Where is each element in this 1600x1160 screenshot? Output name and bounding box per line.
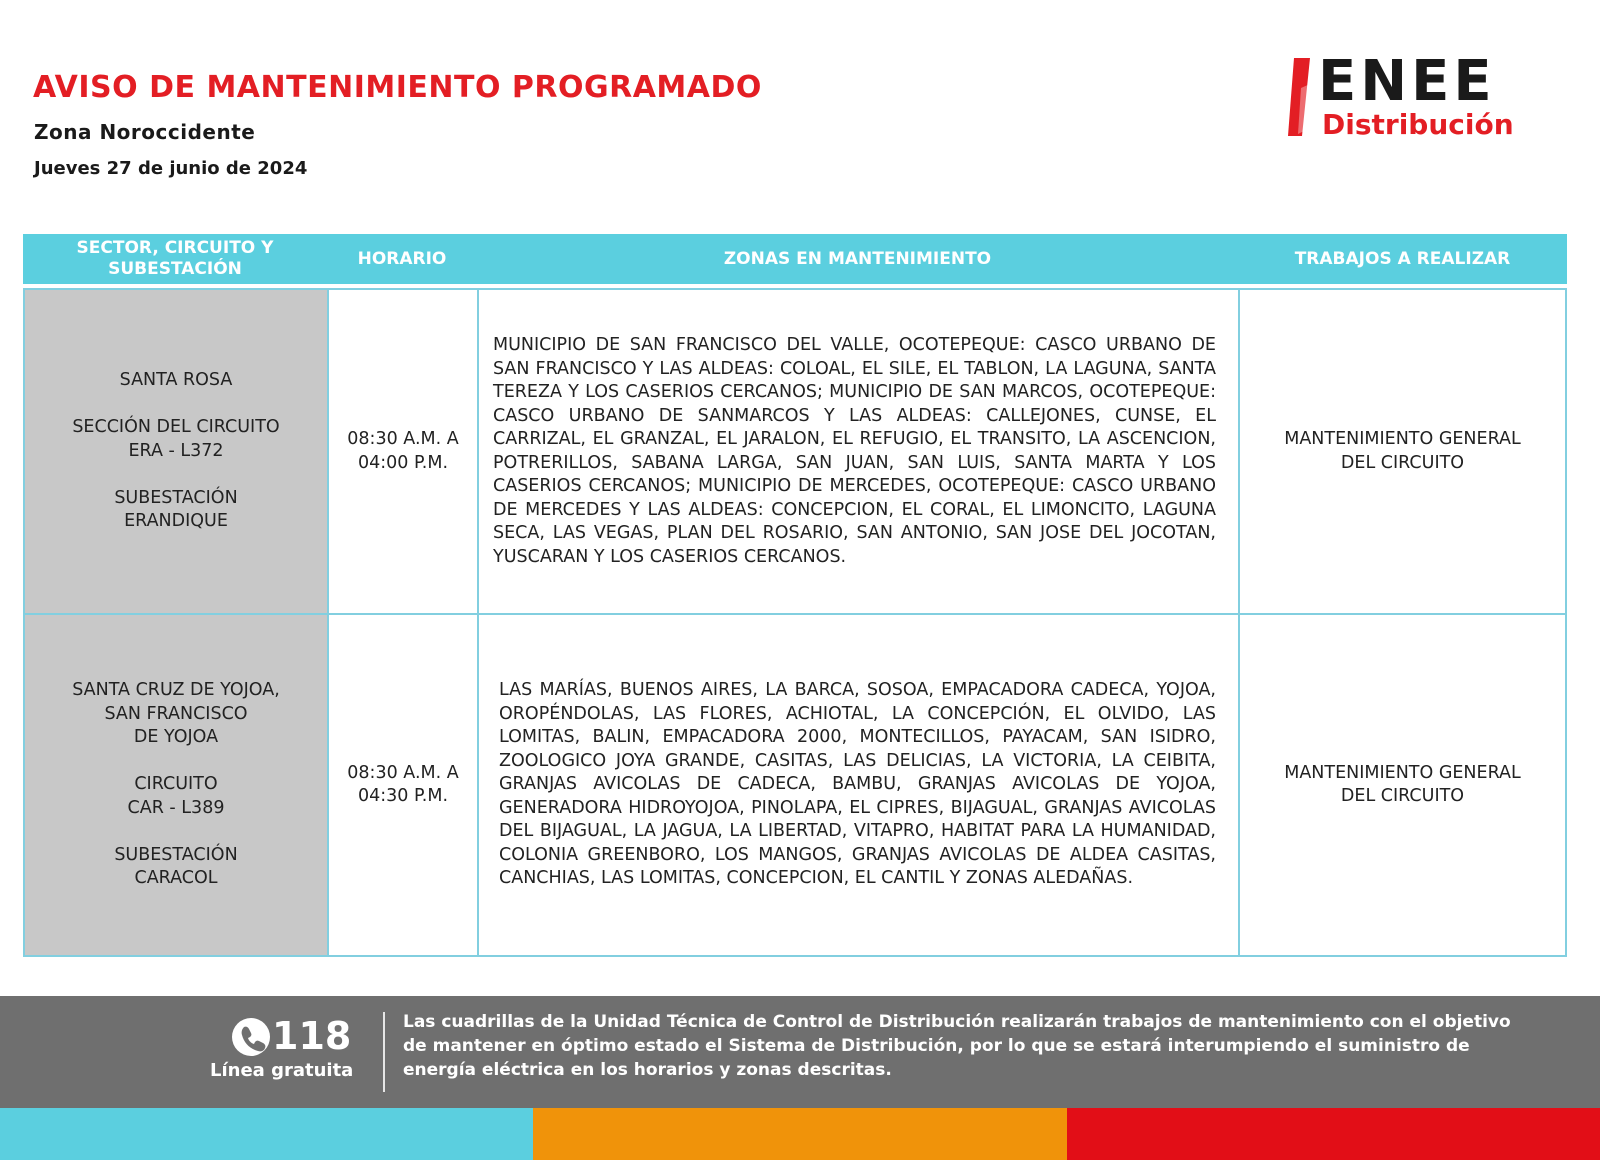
- schedule-cell: 08:30 A.M. A 04:00 P.M.: [327, 288, 479, 615]
- schedule-cell: 08:30 A.M. A 04:30 P.M.: [327, 613, 479, 957]
- page-title: AVISO DE MANTENIMIENTO PROGRAMADO: [33, 70, 762, 105]
- footer-divider: [383, 1012, 385, 1092]
- logo-wordmark: ENEE: [1318, 49, 1496, 114]
- strip-orange: [533, 1108, 1066, 1160]
- column-header-work: TRABAJOS A REALIZAR: [1294, 248, 1511, 269]
- zones-cell: [477, 613, 1240, 957]
- footer-bar: [0, 996, 1600, 1108]
- column-header-schedule: HORARIO: [357, 248, 447, 269]
- zone-label: Zona Noroccidente: [34, 120, 256, 144]
- zones-text: MUNICIPIO DE SAN FRANCISCO DEL VALLE, OCOTEPEQUE: CASCO URBANO DE SAN FRANCISCO Y LAS ALDEAS: COLOAL, EL SILE, EL TABLON, LA LAGUNA, SANTA TEREZA Y LOS CASERIOS CERCANOS; MUNICIPIO DE SAN MARCOS, OCOTEPEQUE: CASCO URBANO DE SANMARCOS Y LAS ALDEAS: CALLEJONES, CUNSE, EL CARRIZAL, EL GRANZAL, EL JARALON, EL REFUGIO, EL TRANSITO, LA ASCENCION, POTRERILLOS, SABANA LARGA, SAN JUAN, SAN LUIS, SANTA MARTA Y LOS CASERIOS CERCANOS; MUNICIPIO DE MERCEDES, OCOTEPEQUE: CASCO URBANO DE MERCEDES Y LAS ALDEAS: CONCEPCION, EL CORAL, EL LIMONCITO, LAGUNA SECA, LAS VEGAS, PLAN DEL ROSARIO, SAN ANTONIO, SAN JOSE DEL JOCOTAN, YUSCARAN Y LOS CASERIOS CERCANOS.: [493, 335, 1216, 567]
- table-header: [23, 234, 1567, 284]
- zones-text: LAS MARÍAS, BUENOS AIRES, LA BARCA, SOSOA, EMPACADORA CADECA, YOJOA, OROPÉNDOLAS, LAS FLORES, ACHIOTAL, LA CONCEPCIÓN, EL OLVIDO, LAS LOMITAS, BALIN, EMPACADORA 2000, MONTECILLOS, PAYACAM, SAN ISIDRO, ZOOLOGICO JOYA GRANDE, CASITAS, LAS DELICIAS, LA VICTORIA, LA CEIBITA, GRANJAS AVICOLAS DE CADECA, BAMBU, GRANJAS AVICOLAS DE YOJOA, GENERADORA HIDROYOJOA, PINOLAPA, EL CIPRES, BIJAGUAL, GRANJAS AVICOLAS DEL BIJAGUAL, LA JAGUA, LA LIBERTAD, VITAPRO, HABITAT PARA LA HUMANIDAD, COLONIA GREENBORO, LOS MANGOS, GRANJAS AVICOLAS DE ALDEA CASITAS, CANCHIAS, LAS LOMITAS, CONCEPCION, EL CANTIL Y ZONAS ALEDAÑAS.: [499, 680, 1216, 889]
- strip-cyan: [0, 1108, 533, 1160]
- date-label: Jueves 27 de junio de 2024: [34, 158, 308, 179]
- color-strip: [0, 1108, 1600, 1160]
- sector-cell: SANTA ROSA SECCIÓN DEL CIRCUITO ERA - L372 SUBESTACIÓN ERANDIQUE: [23, 288, 329, 615]
- column-header-zones: ZONAS EN MANTENIMIENTO: [723, 248, 992, 269]
- enee-logo-mark-icon: [1288, 58, 1312, 136]
- zones-cell: [477, 288, 1240, 615]
- phone-label: Línea gratuita: [210, 1060, 354, 1081]
- work-cell: MANTENIMIENTO GENERAL DEL CIRCUITO: [1238, 613, 1567, 957]
- enee-logo: [1288, 50, 1553, 145]
- footer-message: Las cuadrillas de la Unidad Técnica de Control de Distribución realizarán trabajos de mantenimiento con el objetivo de mantener en óptimo estado el Sistema de Distribución, por lo que se estará interumpiendo el suministro de energía eléctrica en los horarios y zonas descritas.: [403, 1012, 1511, 1080]
- strip-red: [1067, 1108, 1600, 1160]
- table-row: [23, 613, 1567, 957]
- work-cell: MANTENIMIENTO GENERAL DEL CIRCUITO: [1238, 288, 1567, 615]
- logo-subtitle: Distribución: [1322, 108, 1514, 141]
- table-row: [23, 288, 1567, 615]
- phone-number: 118: [272, 1014, 352, 1058]
- sector-cell: SANTA CRUZ DE YOJOA, SAN FRANCISCO DE YOJOA CIRCUITO CAR - L389 SUBESTACIÓN CARACOL: [23, 613, 329, 957]
- phone-icon: [232, 1018, 270, 1056]
- column-header-sector: SECTOR, CIRCUITO Y SUBESTACIÓN: [76, 238, 274, 279]
